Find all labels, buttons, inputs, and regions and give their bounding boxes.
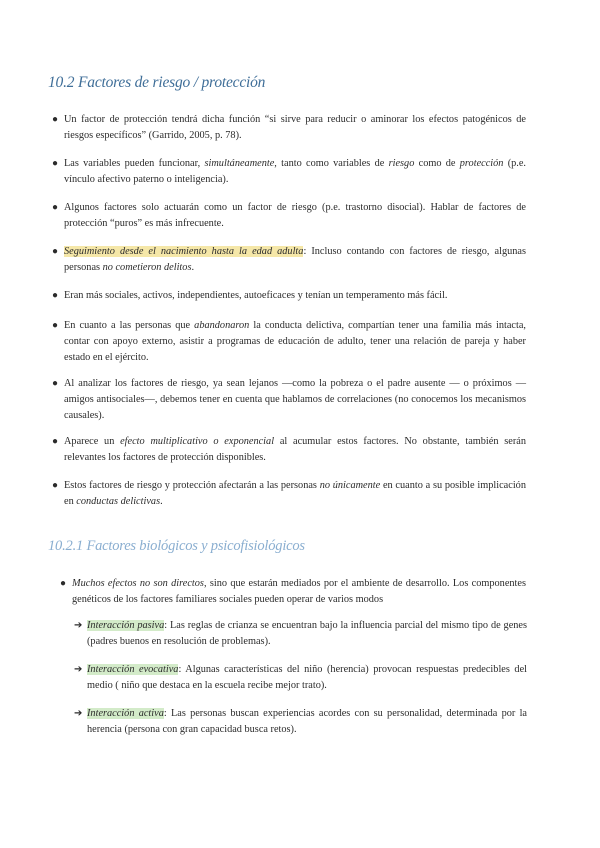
emphasis-text: no cometieron delitos bbox=[102, 262, 192, 273]
subitem-text: : Las reglas de crianza se encuentran bajo la influencia parcial del mismo tipo de genes (padres buenos en resolución de problemas). bbox=[87, 620, 527, 647]
bullet-text: Estos factores de riesgo y protección afectarán a las personas bbox=[64, 480, 320, 491]
bullet-icon: ● bbox=[60, 578, 67, 589]
bullet-icon: ● bbox=[52, 158, 59, 169]
bullet-only-risk-factors bbox=[52, 200, 526, 232]
highlighted-text: Seguimiento desde el nacimiento hasta la edad adulta bbox=[64, 246, 304, 257]
emphasis-text: protección bbox=[459, 158, 504, 169]
arrow-icon: ➔ bbox=[74, 708, 83, 719]
bullet-icon: ● bbox=[52, 114, 59, 125]
subitem-text: : Algunas características del niño (herencia) provocan respuestas predecibles del medio ( niño que destaca en la escuela recibe mejor trato). bbox=[87, 664, 528, 691]
emphasis-text: no únicamente bbox=[319, 480, 381, 491]
highlighted-text: Interacción activa bbox=[87, 708, 164, 719]
bullet-text: Aparece un bbox=[64, 436, 121, 447]
bullet-icon: ● bbox=[52, 378, 59, 389]
emphasis-text: Muchos efectos no son directos bbox=[72, 578, 204, 589]
highlighted-text: Interacción pasiva bbox=[87, 620, 165, 631]
bullet-text: Un factor de protección tendrá dicha función “si sirve para reducir o aminorar los efectos patogénicos de riesgos específicos” (Garrido, 2005, p. 78). bbox=[64, 114, 526, 141]
bullet-text: , sino que estarán mediados por el ambiente de desarrollo. Los componentes genéticos de los factores familiares sociales pueden operar de varios modos bbox=[72, 578, 526, 605]
subitem-text: : Las personas buscan experiencias acordes con su personalidad, determinada por la herencia (persona con gran capacidad busca retos). bbox=[87, 708, 527, 735]
bullet-traits bbox=[52, 288, 526, 304]
bullet-indirect-effects bbox=[60, 576, 526, 608]
emphasis-text: conductas delictivas bbox=[76, 496, 161, 507]
subitem-evocative-interaction bbox=[74, 662, 528, 694]
bullet-text: En cuanto a las personas que bbox=[64, 320, 195, 331]
bullet-text: al acumular estos factores. No obstante, también serán relevantes los factores de protección disponibles. bbox=[64, 436, 526, 463]
bullet-multiplicative-effect bbox=[52, 434, 526, 466]
bullet-text: . bbox=[191, 262, 195, 273]
bullet-icon: ● bbox=[52, 202, 59, 213]
bullet-text: , tanto como variables de bbox=[274, 158, 389, 169]
bullet-text: Las variables pueden funcionar, bbox=[64, 158, 205, 169]
emphasis-text: efecto multiplicativo o exponencial bbox=[120, 436, 275, 447]
emphasis-text: riesgo bbox=[388, 158, 415, 169]
bullet-text: : Incluso contando con factores de riesgo, algunas personas bbox=[64, 246, 526, 273]
bullet-icon: ● bbox=[52, 320, 59, 331]
bullet-icon: ● bbox=[52, 436, 59, 447]
bullet-icon: ● bbox=[52, 290, 59, 301]
bullet-icon: ● bbox=[52, 480, 59, 491]
bullet-text: (p.e. vínculo afectivo paterno o inteligencia). bbox=[64, 158, 527, 185]
bullet-broader-effects bbox=[52, 478, 526, 510]
bullet-correlations bbox=[52, 376, 526, 424]
bullet-desistance bbox=[52, 318, 526, 366]
bullet-icon: ● bbox=[52, 246, 59, 257]
bullet-text: como de bbox=[414, 158, 460, 169]
subitem-active-interaction bbox=[74, 706, 527, 738]
section-heading: 10.2 Factores de riesgo / protección bbox=[48, 74, 266, 91]
bullet-text: Algunos factores solo actuarán como un factor de riesgo (p.e. trastorno disocial). Hablar de factores de protección “puros” es más infrecuente. bbox=[64, 202, 526, 229]
bullet-longitudinal-followup bbox=[52, 244, 526, 276]
bullet-text: Eran más sociales, activos, independientes, autoeficaces y tenían un temperamento más fácil. bbox=[64, 290, 448, 301]
bullet-text: la conducta delictiva, compartían tener una familia más intacta, contar con apoyo externo, asistir a programas de educación de adulto, tener una relación de pareja y haber estado en el ejército. bbox=[64, 320, 526, 363]
emphasis-text: simultáneamente bbox=[204, 158, 275, 169]
subitem-passive-interaction bbox=[74, 618, 527, 650]
bullet-text: Al analizar los factores de riesgo, ya sean lejanos —como la pobreza o el padre ausente — o próximos —amigos antisociales—, debemos tener en cuenta que hablamos de correlaciones (no conocemos los mecanismos causales). bbox=[64, 378, 526, 421]
emphasis-text: abandonaron bbox=[194, 320, 250, 331]
bullet-variables-dual-role bbox=[52, 156, 527, 188]
highlighted-text: Interacción evocativa bbox=[87, 664, 179, 675]
bullet-text: . bbox=[160, 496, 163, 507]
bullet-protection-factor-definition bbox=[52, 112, 526, 144]
subsection-heading: 10.2.1 Factores biológicos y psicofisiológicos bbox=[48, 538, 305, 554]
arrow-icon: ➔ bbox=[74, 620, 83, 631]
arrow-icon: ➔ bbox=[74, 664, 83, 675]
bullet-text: en cuanto a su posible implicación en bbox=[64, 480, 526, 507]
